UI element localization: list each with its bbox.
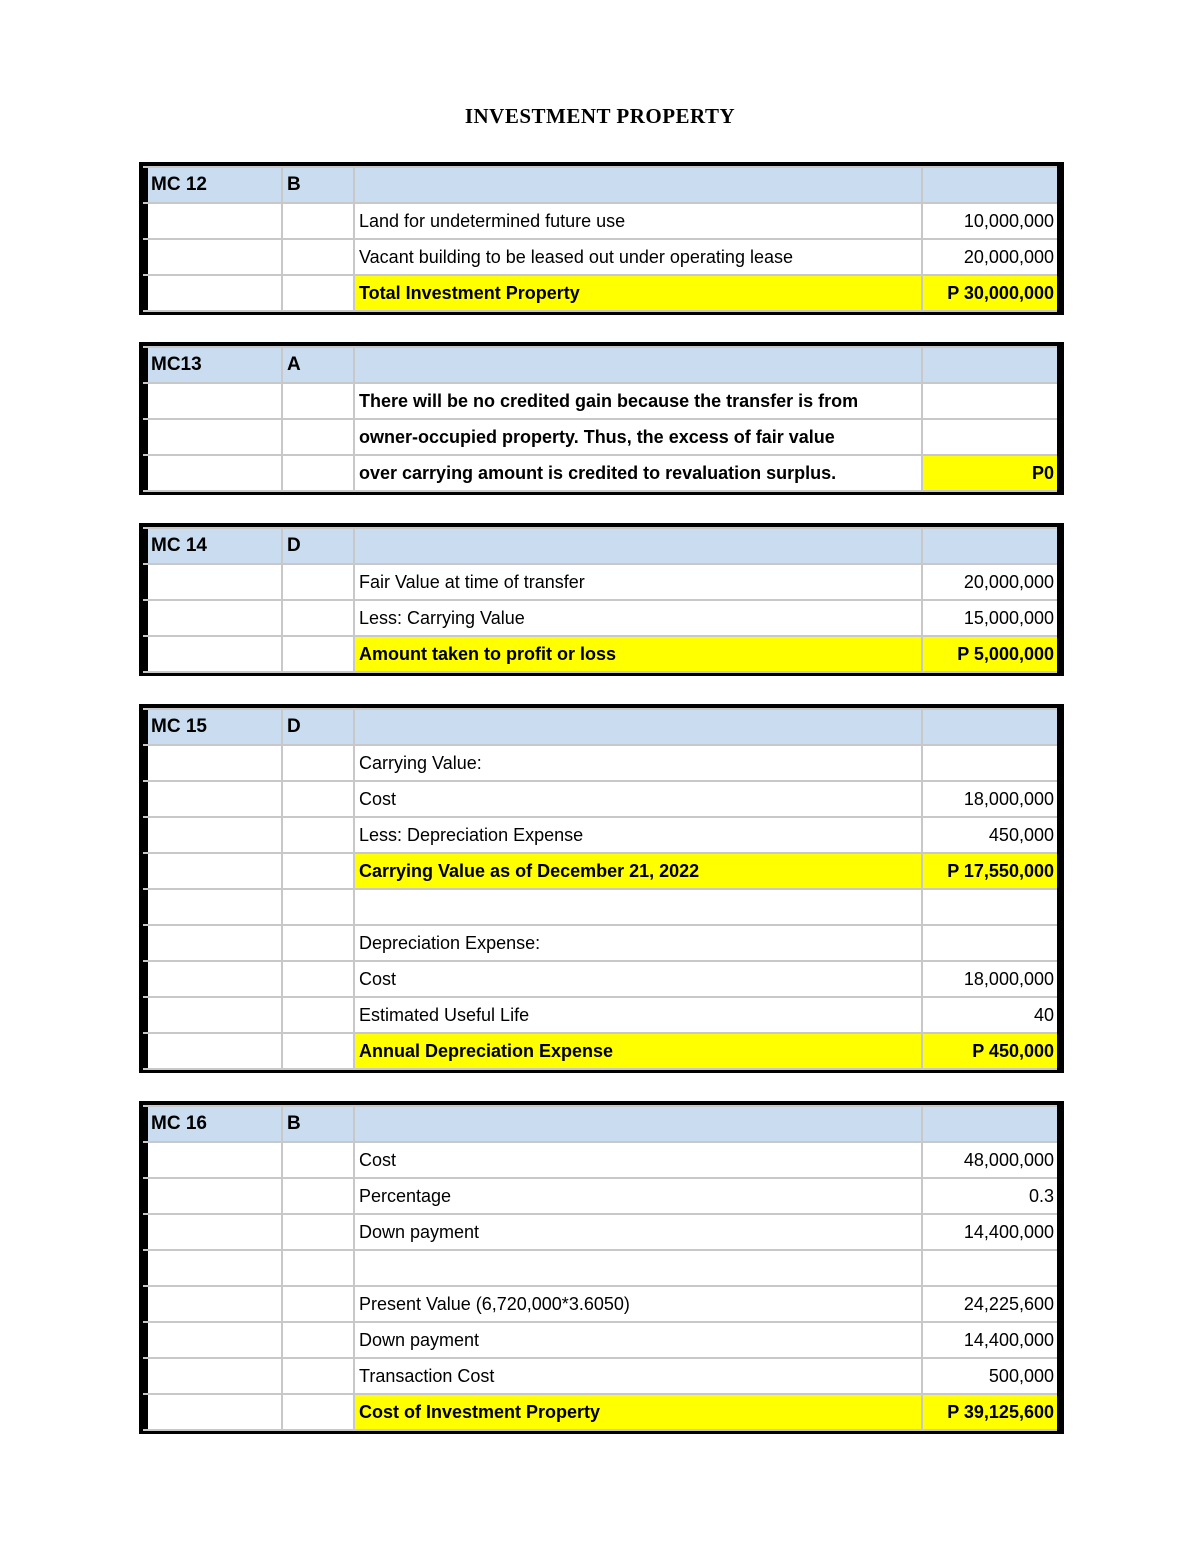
table-row <box>143 817 1059 853</box>
mc-12-table <box>139 162 1064 315</box>
table-row <box>143 1142 1059 1178</box>
answer-letter: B <box>282 167 354 203</box>
table-header-row <box>143 167 1059 203</box>
total-row <box>143 275 1059 311</box>
row-label: Down payment <box>354 1322 922 1358</box>
row-value: 20,000,000 <box>922 564 1059 600</box>
row-label: Fair Value at time of transfer <box>354 564 922 600</box>
total-value: P 39,125,600 <box>922 1394 1059 1430</box>
row-label: Cost <box>354 781 922 817</box>
table-row <box>143 564 1059 600</box>
row-value: 450,000 <box>922 817 1059 853</box>
table-header-row <box>143 347 1059 383</box>
row-value <box>922 925 1059 961</box>
table-row <box>143 203 1059 239</box>
row-label: Cost <box>354 1142 922 1178</box>
total-value: P0 <box>922 455 1059 491</box>
row-value: 18,000,000 <box>922 961 1059 997</box>
row-value: 10,000,000 <box>922 203 1059 239</box>
question-number: MC13 <box>143 347 282 383</box>
table-row <box>143 1250 1059 1286</box>
mc-16-table <box>139 1101 1064 1434</box>
row-label: Depreciation Expense: <box>354 925 922 961</box>
table-row <box>143 1214 1059 1250</box>
row-value: 48,000,000 <box>922 1142 1059 1178</box>
row-label: Estimated Useful Life <box>354 997 922 1033</box>
table-row <box>143 1286 1059 1322</box>
row-value <box>922 1250 1059 1286</box>
row-value <box>922 745 1059 781</box>
mc-13-table <box>139 342 1064 495</box>
table-row <box>143 383 1059 419</box>
row-label: Carrying Value: <box>354 745 922 781</box>
total-row <box>143 853 1059 889</box>
row-label: Less: Carrying Value <box>354 600 922 636</box>
total-value: P 17,550,000 <box>922 853 1059 889</box>
mc-14-table <box>139 523 1064 676</box>
table-row <box>143 745 1059 781</box>
row-value: 14,400,000 <box>922 1322 1059 1358</box>
total-value: P 450,000 <box>922 1033 1059 1069</box>
row-label: Present Value (6,720,000*3.6050) <box>354 1286 922 1322</box>
row-label: Percentage <box>354 1178 922 1214</box>
table-row <box>143 1178 1059 1214</box>
row-label: Cost <box>354 961 922 997</box>
table-row <box>143 1358 1059 1394</box>
table-header-row <box>143 528 1059 564</box>
row-value <box>922 889 1059 925</box>
explanation-line: There will be no credited gain because the transfer is from <box>354 383 922 419</box>
total-row <box>143 1033 1059 1069</box>
table-row <box>143 239 1059 275</box>
row-value: 40 <box>922 997 1059 1033</box>
total-value: P 5,000,000 <box>922 636 1059 672</box>
row-value <box>922 419 1059 455</box>
answer-letter: D <box>282 709 354 745</box>
table-row <box>143 1322 1059 1358</box>
explanation-line: owner-occupied property. Thus, the excess of fair value <box>354 419 922 455</box>
row-value: 15,000,000 <box>922 600 1059 636</box>
explanation-line: over carrying amount is credited to revaluation surplus. <box>354 455 922 491</box>
table-row <box>143 925 1059 961</box>
table-row <box>143 997 1059 1033</box>
question-number: MC 12 <box>143 167 282 203</box>
question-number: MC 14 <box>143 528 282 564</box>
row-label <box>354 1250 922 1286</box>
total-label: Cost of Investment Property <box>354 1394 922 1430</box>
question-number: MC 15 <box>143 709 282 745</box>
table-row <box>143 889 1059 925</box>
answer-letter: D <box>282 528 354 564</box>
question-number: MC 16 <box>143 1106 282 1142</box>
total-value: P 30,000,000 <box>922 275 1059 311</box>
total-label: Amount taken to profit or loss <box>354 636 922 672</box>
total-label: Annual Depreciation Expense <box>354 1033 922 1069</box>
row-value: 14,400,000 <box>922 1214 1059 1250</box>
row-value: 24,225,600 <box>922 1286 1059 1322</box>
row-label: Transaction Cost <box>354 1358 922 1394</box>
table-row <box>143 455 1059 491</box>
answer-letter: A <box>282 347 354 383</box>
table-row <box>143 419 1059 455</box>
row-label: Less: Depreciation Expense <box>354 817 922 853</box>
row-label: Vacant building to be leased out under operating lease <box>354 239 922 275</box>
row-label: Down payment <box>354 1214 922 1250</box>
answer-letter: B <box>282 1106 354 1142</box>
row-value: 18,000,000 <box>922 781 1059 817</box>
table-header-row <box>143 1106 1059 1142</box>
row-value: 500,000 <box>922 1358 1059 1394</box>
table-header-row <box>143 709 1059 745</box>
total-row <box>143 1394 1059 1430</box>
row-value: 0.3 <box>922 1178 1059 1214</box>
row-value: 20,000,000 <box>922 239 1059 275</box>
table-row <box>143 961 1059 997</box>
total-label: Total Investment Property <box>354 275 922 311</box>
table-row <box>143 600 1059 636</box>
row-value <box>922 383 1059 419</box>
mc-15-table <box>139 704 1064 1073</box>
row-label <box>354 889 922 925</box>
total-row <box>143 636 1059 672</box>
table-row <box>143 781 1059 817</box>
total-label: Carrying Value as of December 21, 2022 <box>354 853 922 889</box>
row-label: Land for undetermined future use <box>354 203 922 239</box>
page-title: INVESTMENT PROPERTY <box>464 104 736 128</box>
